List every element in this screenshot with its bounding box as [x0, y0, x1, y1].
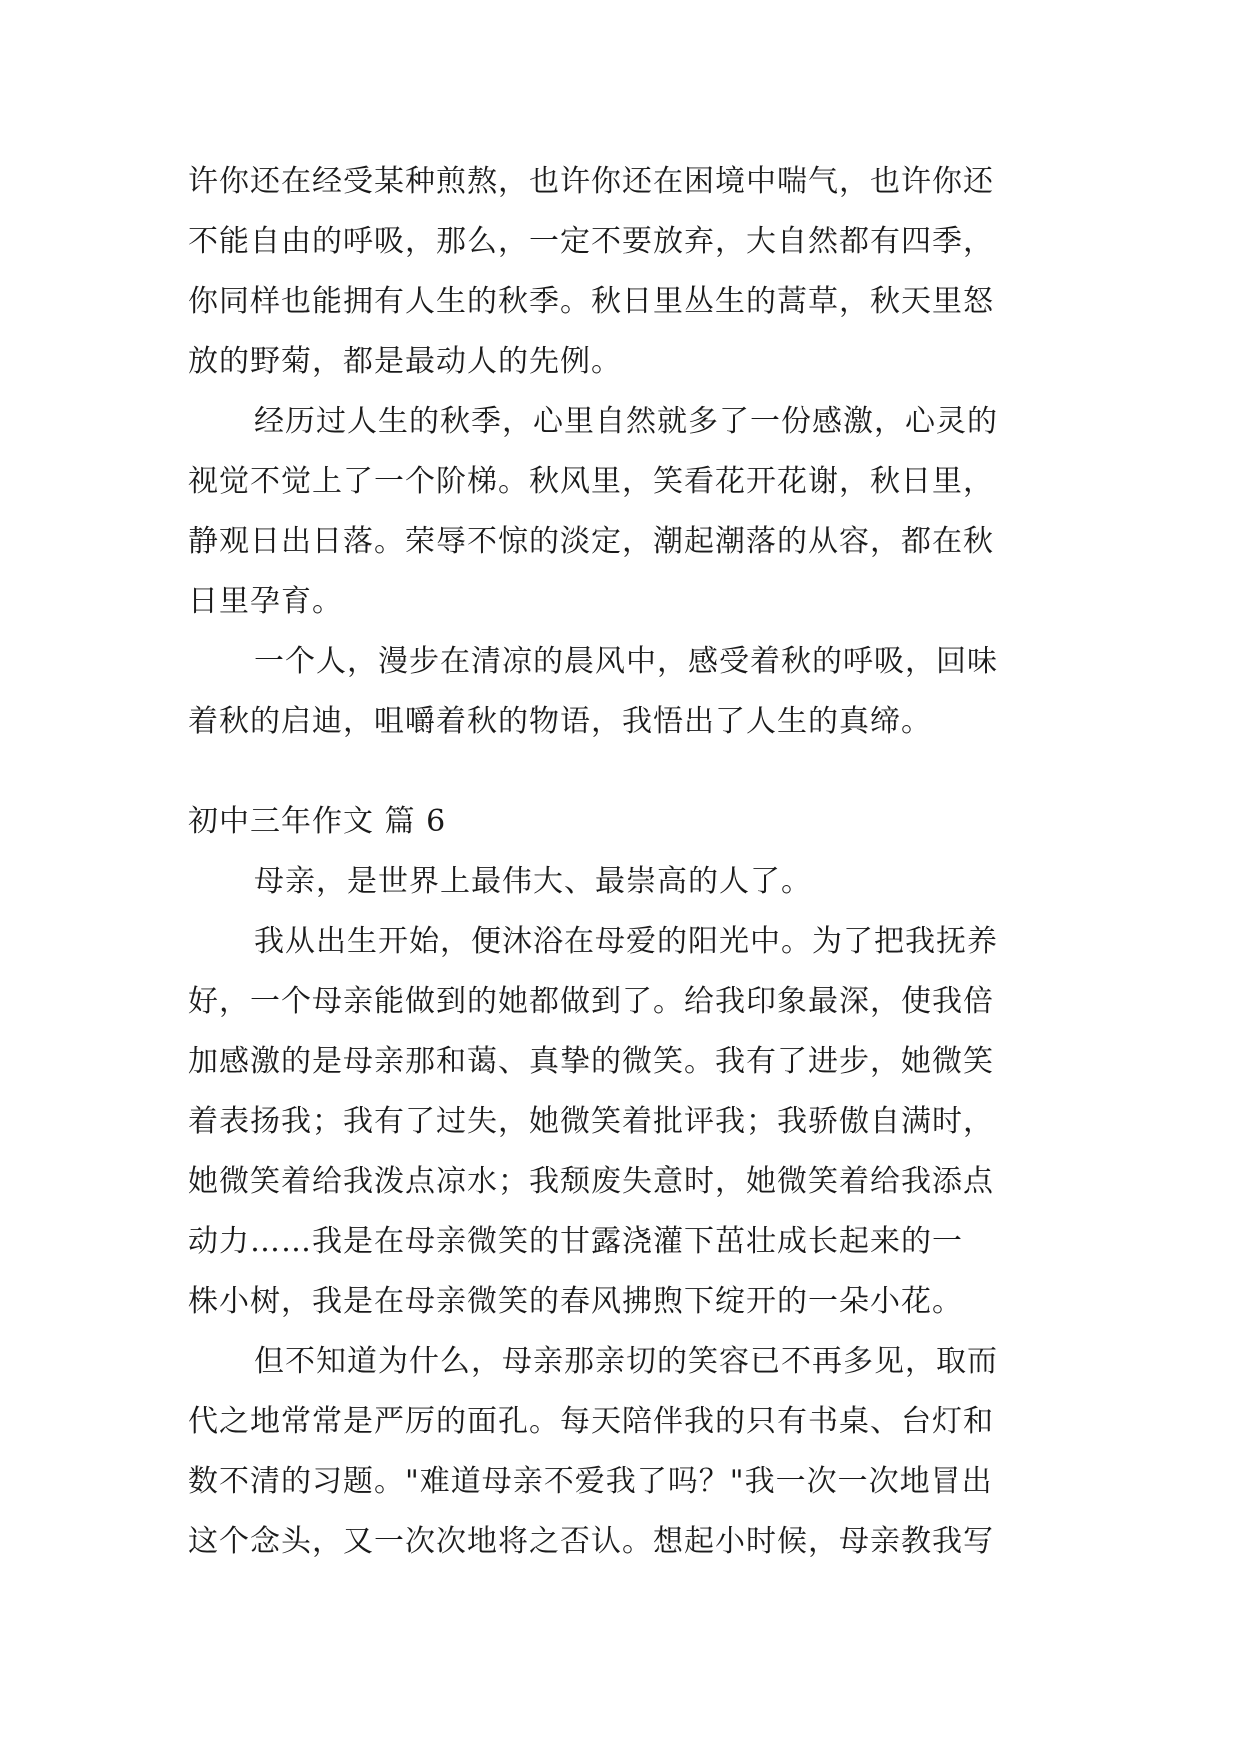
paragraph-line: 一个人，漫步在清凉的晨风中，感受着秋的呼吸，回味 [254, 644, 998, 679]
paragraph-line: 着表扬我；我有了过失，她微笑着批评我；我骄傲自满时， [188, 1104, 994, 1139]
paragraph-line: 不能自由的呼吸，那么，一定不要放弃，大自然都有四季， [188, 224, 994, 259]
paragraph-line: 放的野菊，都是最动人的先例。 [188, 344, 622, 379]
paragraph-line: 她微笑着给我泼点凉水；我颓废失意时，她微笑着给我添点 [188, 1164, 994, 1199]
section-title: 初中三年作文 篇 6 [188, 804, 447, 839]
paragraph-line: 数不清的习题。"难道母亲不爱我了吗？"我一次一次地冒出 [188, 1464, 993, 1499]
paragraph-line: 许你还在经受某种煎熬，也许你还在困境中喘气，也许你还 [188, 164, 994, 199]
paragraph-line: 着秋的启迪，咀嚼着秋的物语，我悟出了人生的真缔。 [188, 704, 932, 739]
paragraph-line: 日里孕育。 [188, 584, 343, 619]
paragraph-line: 加感激的是母亲那和蔼、真挚的微笑。我有了进步，她微笑 [188, 1044, 994, 1079]
paragraph-line: 我从出生开始，便沐浴在母爱的阳光中。为了把我抚养 [254, 924, 998, 959]
paragraph-line: 这个念头，又一次次地将之否认。想起小时候，母亲教我写 [188, 1524, 994, 1559]
paragraph-line: 但不知道为什么，母亲那亲切的笑容已不再多见，取而 [254, 1344, 998, 1379]
paragraph-line: 经历过人生的秋季，心里自然就多了一份感激，心灵的 [254, 404, 998, 439]
paragraph-line: 静观日出日落。荣辱不惊的淡定，潮起潮落的从容，都在秋 [188, 524, 994, 559]
paragraph-line: 母亲，是世界上最伟大、最崇高的人了。 [254, 864, 812, 899]
paragraph-line: 株小树，我是在母亲微笑的春风拂煦下绽开的一朵小花。 [188, 1284, 963, 1319]
essay-part-1 [188, 152, 1068, 752]
paragraph-line: 好，一个母亲能做到的她都做到了。给我印象最深，使我倍 [188, 984, 994, 1019]
essay-part-2 [188, 852, 1068, 1572]
paragraph-line: 视觉不觉上了一个阶梯。秋风里，笑看花开花谢，秋日里， [188, 464, 994, 499]
paragraph-line: 代之地常常是严厉的面孔。每天陪伴我的只有书桌、台灯和 [188, 1404, 994, 1439]
paragraph-line: 你同样也能拥有人生的秋季。秋日里丛生的蒿草，秋天里怒 [188, 284, 994, 319]
paragraph-line: 动力……我是在母亲微笑的甘露浇灌下茁壮成长起来的一 [188, 1224, 963, 1259]
